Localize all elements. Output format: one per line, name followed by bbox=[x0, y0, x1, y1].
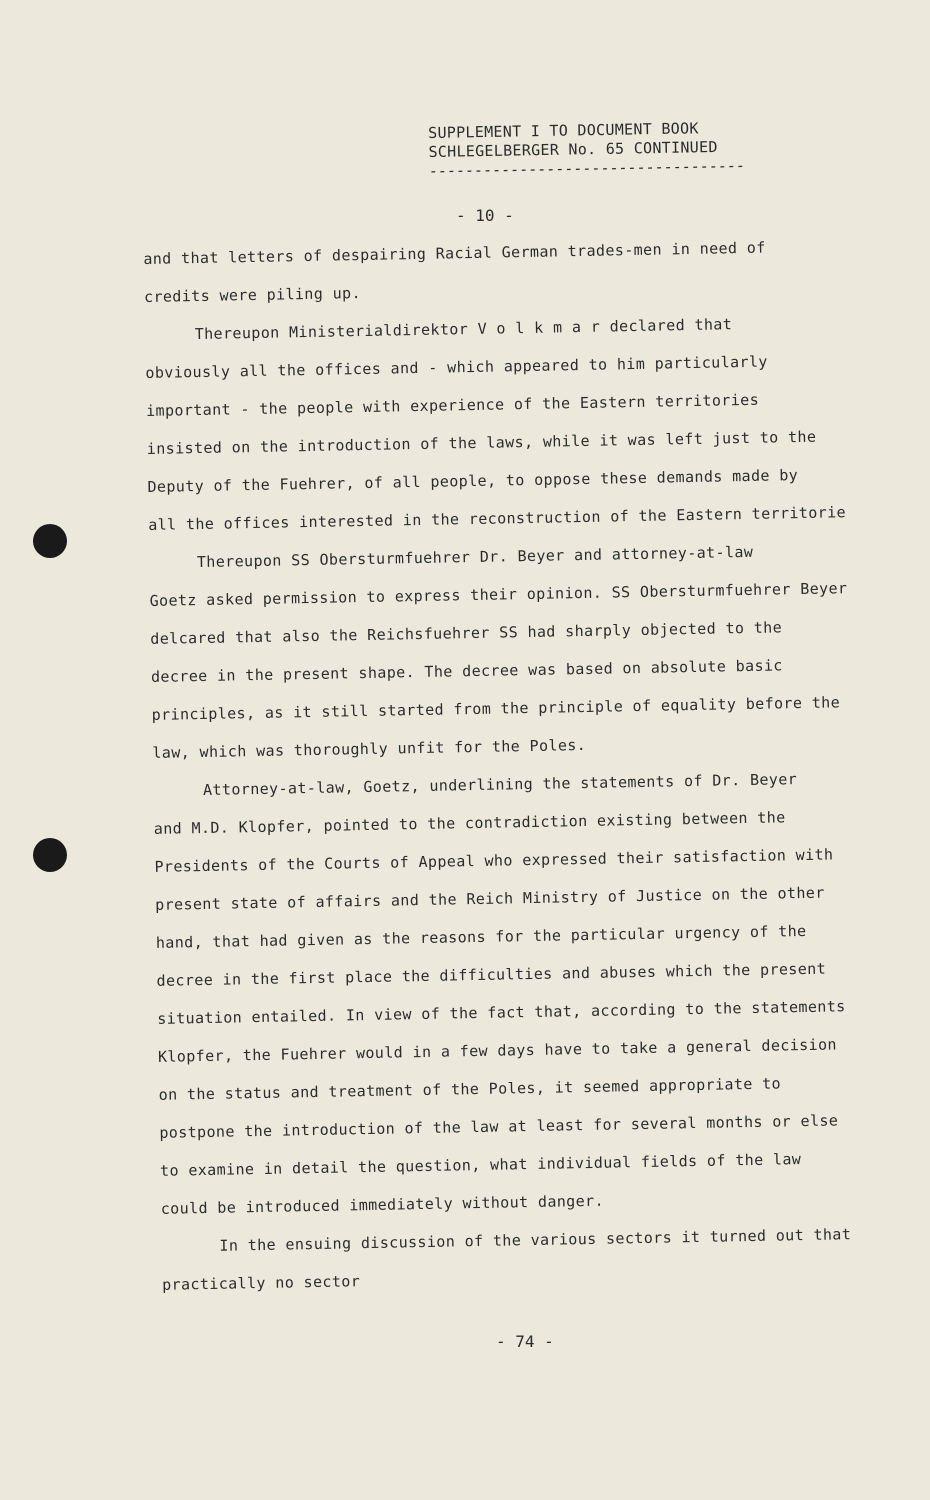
page-number-top: - 10 - bbox=[456, 206, 514, 225]
text-line: Thereupon SS Obersturmfuehrer Dr. Beyer and attorney-at-law bbox=[196, 542, 754, 572]
text-line: Klopfer, the Fuehrer would in a few days have to take a general decision bbox=[157, 1035, 838, 1066]
text-line: obviously all the offices and - which appeared to him particularly bbox=[145, 352, 768, 382]
text-line: principles, as it still started from the principle of equality before the bbox=[151, 693, 841, 724]
text-line: insisted on the introduction of the laws, while it was left just to the bbox=[146, 427, 817, 458]
text-line: and that letters of despairing Racial German trades-men in need of bbox=[143, 238, 766, 268]
document-header bbox=[428, 118, 749, 180]
punch-hole bbox=[33, 524, 67, 558]
header-rule: ----------------------------------- bbox=[428, 156, 746, 180]
text-line: Presidents of the Courts of Appeal who expressed their satisfaction with bbox=[154, 845, 834, 876]
text-line: all the offices interested in the reconstruction of the Eastern territorie bbox=[148, 503, 847, 534]
text-line: situation entailed. In view of the fact that, according to the statements bbox=[157, 997, 846, 1028]
text-line: hand, that had given as the reasons for the particular urgency of the bbox=[155, 921, 807, 952]
text-line: to examine in detail the question, what individual fields of the law bbox=[159, 1150, 802, 1180]
text-line: In the ensuing discussion of the various sectors it turned out that bbox=[219, 1225, 852, 1255]
text-line: on the status and treatment of the Poles, it seemed appropriate to bbox=[158, 1074, 782, 1104]
text-line: Goetz asked permission to express their opinion. SS Obersturmfuehrer Beyer bbox=[149, 579, 848, 610]
text-line: Thereupon Ministerialdirektor V o l k m a r declared that bbox=[194, 315, 733, 344]
text-line: decree in the first place the difficulties and abuses which the present bbox=[156, 959, 827, 990]
text-line: and M.D. Klopfer, pointed to the contradiction existing between the bbox=[153, 808, 786, 838]
text-line: present state of affairs and the Reich Ministry of Justice on the other bbox=[155, 883, 825, 914]
text-line: could be introduced immediately without danger. bbox=[160, 1191, 605, 1218]
text-line: practically no sector bbox=[161, 1272, 361, 1294]
text-line: Attorney-at-law, Goetz, underlining the statements of Dr. Beyer bbox=[202, 770, 798, 799]
text-line: Deputy of the Fuehrer, of all people, to oppose these demands made by bbox=[147, 466, 799, 496]
punch-hole bbox=[33, 838, 67, 872]
text-line: credits were piling up. bbox=[143, 284, 362, 306]
page-number-bottom: - 74 - bbox=[496, 1332, 554, 1351]
text-line: postpone the introduction of the law at least for several months or else bbox=[159, 1111, 839, 1142]
header-subtitle: SCHLEGELBERGER No. 65 CONTINUED bbox=[428, 137, 718, 161]
text-line: delcared that also the Reichsfuehrer SS had sharply objected to the bbox=[150, 618, 783, 648]
header-title: SUPPLEMENT I TO DOCUMENT BOOK bbox=[428, 119, 699, 142]
document-body bbox=[143, 226, 902, 1303]
text-line: decree in the present shape. The decree was based on absolute basic bbox=[150, 656, 783, 686]
text-line: law, which was thoroughly unfit for the Poles. bbox=[152, 735, 587, 762]
text-line: important - the people with experience of the Eastern territories bbox=[145, 390, 760, 420]
